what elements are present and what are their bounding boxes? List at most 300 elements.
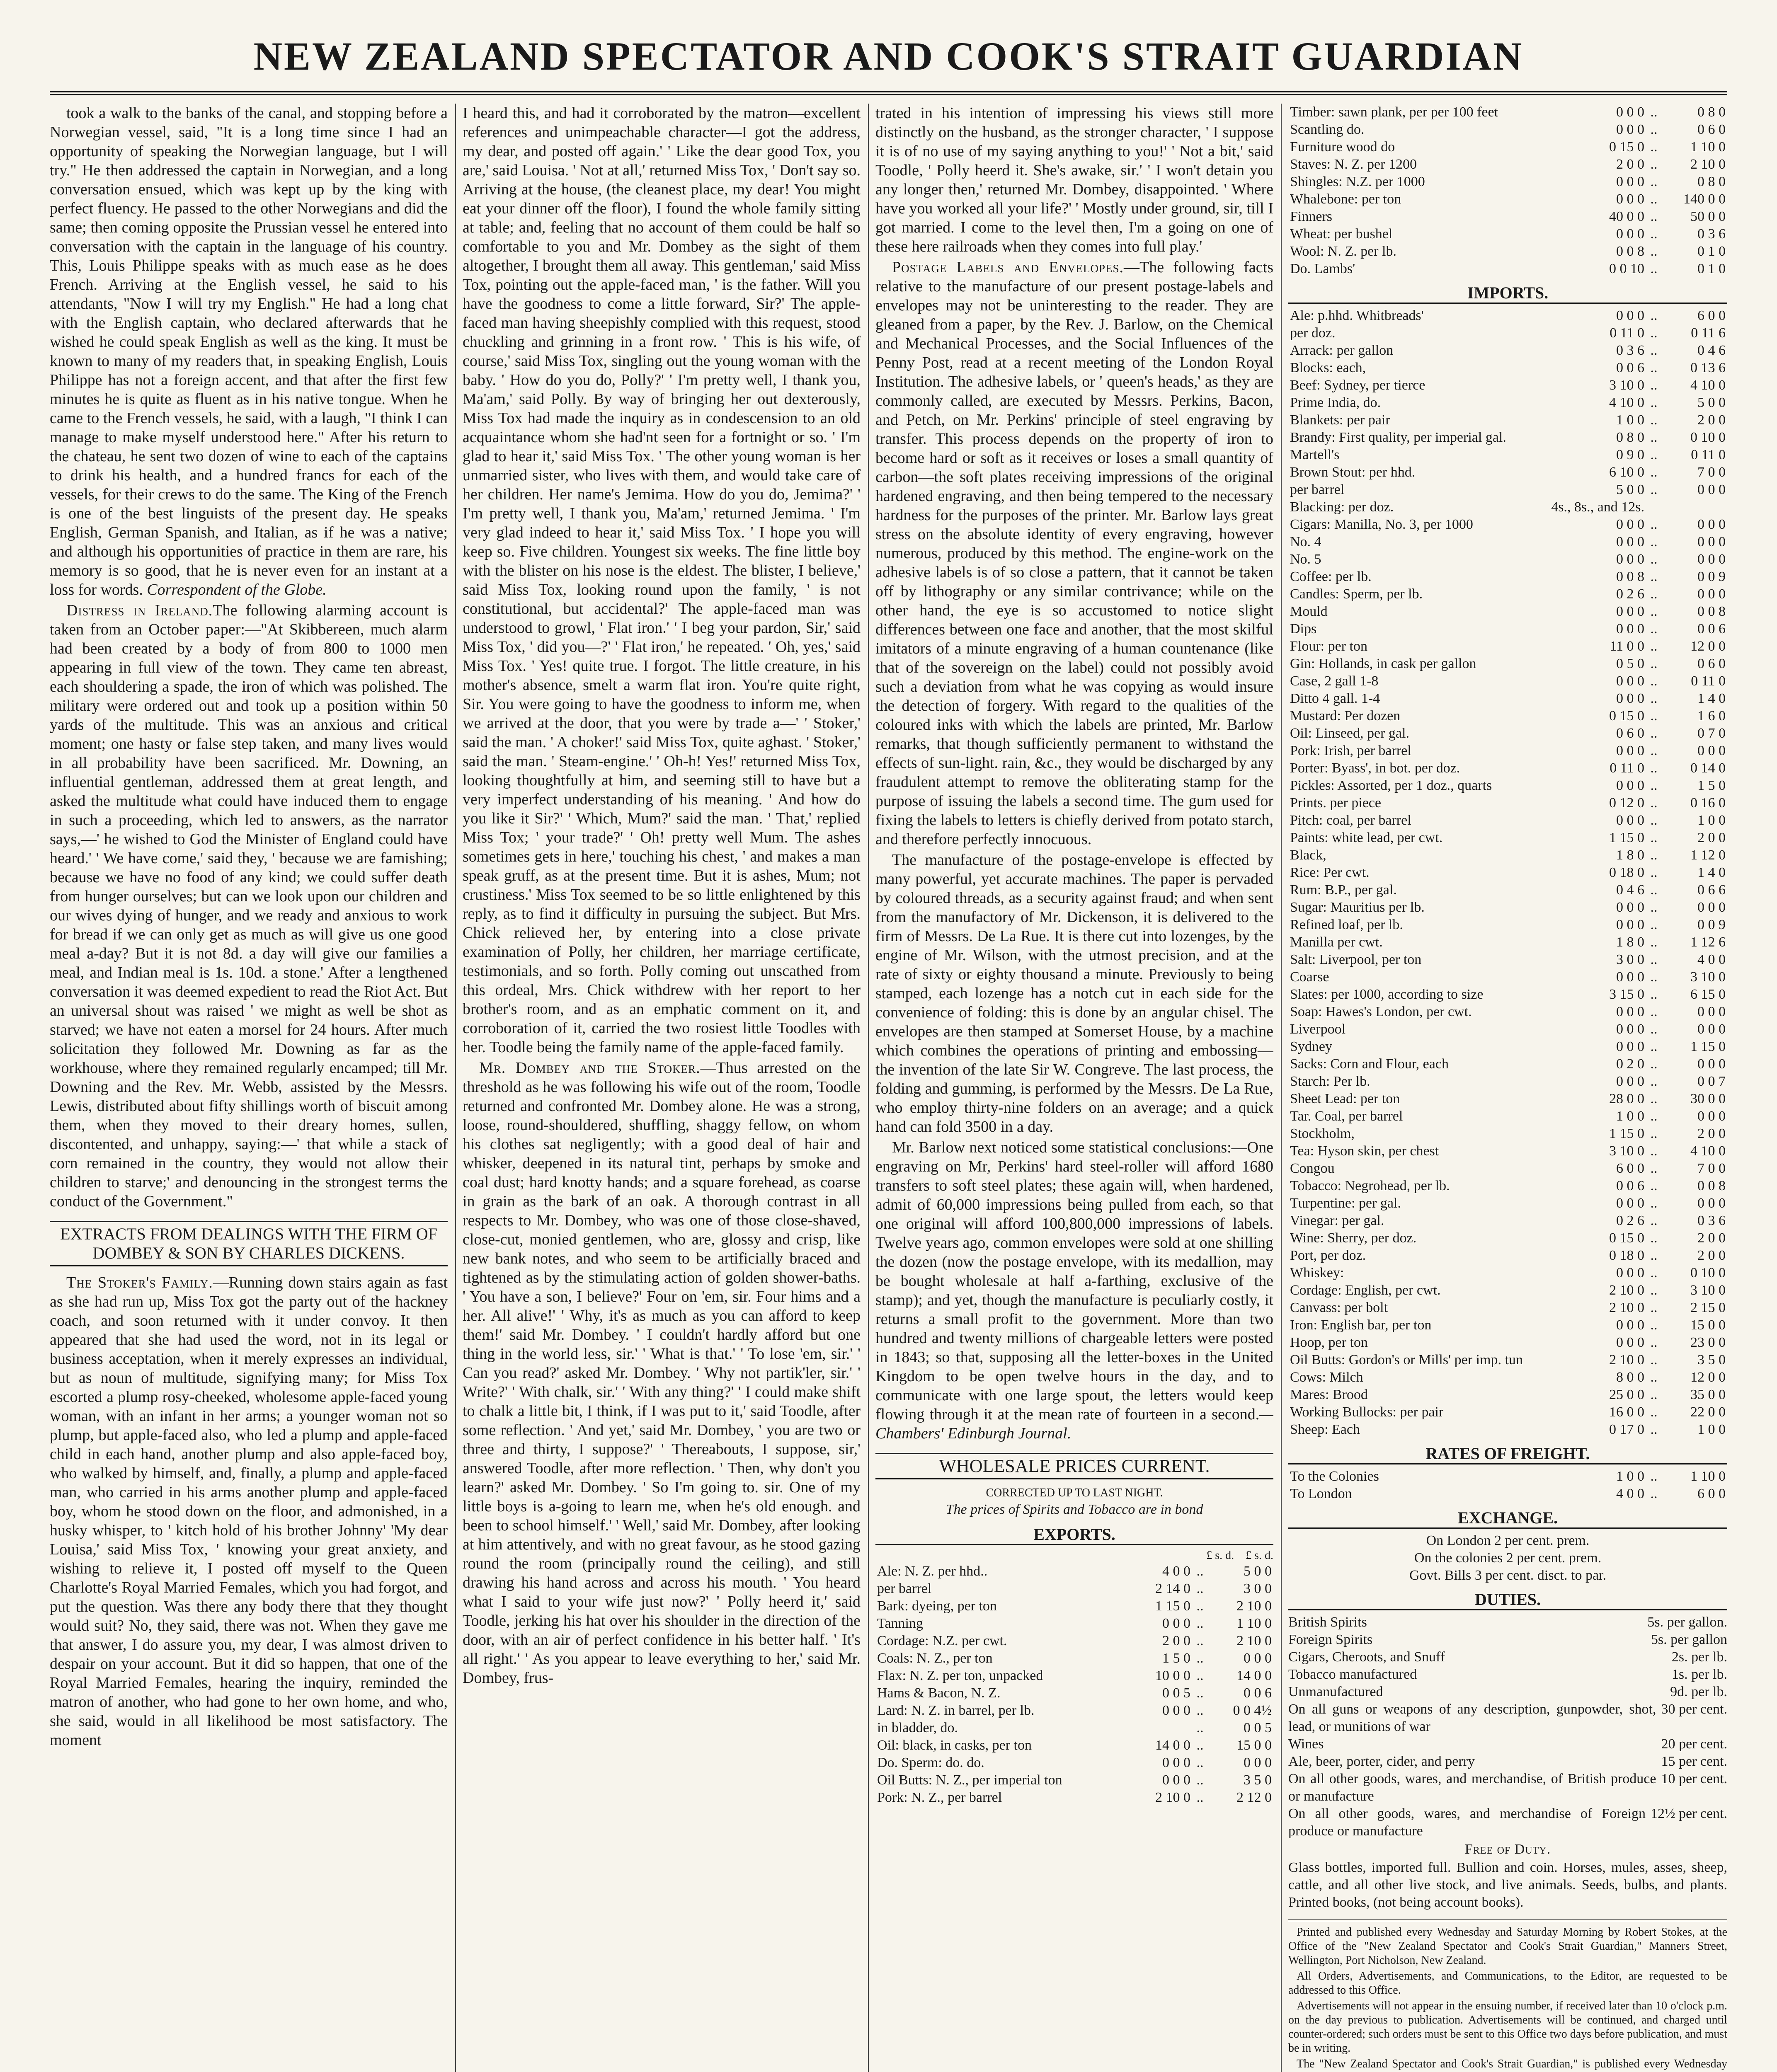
- price-row: [1288, 777, 1727, 794]
- price-item: Staves: N. Z. per 1200: [1290, 157, 1417, 172]
- price-from: 0 0 0: [1616, 1335, 1644, 1350]
- price-sep: ..: [1650, 465, 1658, 480]
- price-to: 0 0 8: [1697, 604, 1726, 619]
- price-sep: ..: [1650, 1404, 1658, 1420]
- price-item: Stockholm,: [1290, 1126, 1355, 1141]
- price-item: Prime India, do.: [1290, 395, 1381, 410]
- price-row: [1288, 324, 1727, 342]
- price-item: Ale: p.hhd. Whitbreads': [1290, 308, 1424, 323]
- price-sep: ..: [1650, 1161, 1658, 1176]
- price-from: 2 10 0: [1609, 1300, 1644, 1315]
- price-to: 2 10 0: [1236, 1633, 1272, 1648]
- price-row: [1288, 1195, 1727, 1212]
- price-row: [1288, 707, 1727, 725]
- price-sep: ..: [1196, 1703, 1204, 1718]
- price-sep: ..: [1650, 1213, 1658, 1228]
- price-to: 1 12 6: [1690, 934, 1726, 950]
- price-sep: ..: [1650, 1317, 1658, 1333]
- price-to: 0 0 0: [1697, 1021, 1726, 1037]
- price-from: 0 15 0: [1609, 139, 1644, 155]
- price-to: 0 6 6: [1697, 882, 1726, 898]
- price-item: Bark: dyeing, per ton: [877, 1598, 997, 1614]
- price-from: 1 8 0: [1616, 847, 1644, 863]
- prices-current-title: WHOLESALE PRICES CURRENT.: [875, 1453, 1273, 1479]
- price-sep: ..: [1650, 1143, 1658, 1159]
- price-from: 0 0 0: [1616, 104, 1644, 120]
- price-item: Pork: N. Z., per barrel: [877, 1790, 1002, 1805]
- price-sep: ..: [1650, 1335, 1658, 1350]
- article-lead: Postage Labels and Envelopes.: [892, 259, 1124, 276]
- price-item: Blacking: per doz.: [1290, 499, 1394, 515]
- column-4: [1288, 104, 1727, 2072]
- price-row: [1288, 864, 1727, 881]
- price-sep: ..: [1650, 261, 1658, 276]
- price-item: Sheet Lead: per ton: [1290, 1091, 1400, 1106]
- price-item: Oil: Linseed, per gal.: [1290, 726, 1409, 741]
- price-row: [1288, 638, 1727, 655]
- price-from: 11 0 0: [1610, 639, 1644, 654]
- prices-current-subtitle: CORRECTED UP TO LAST NIGHT.: [986, 1486, 1163, 1499]
- price-sep: ..: [1650, 174, 1658, 189]
- price-to: 0 8 0: [1697, 104, 1726, 120]
- price-sep: ..: [1650, 1126, 1658, 1141]
- freight-table: [1288, 1468, 1727, 1503]
- price-item: Cordage: N.Z. per cwt.: [877, 1633, 1007, 1648]
- price-row: [1288, 1247, 1727, 1264]
- article-dombey-end: trated in his intention of impressing his views still more distinctly on the husband, as the stronger character, ' I suppose it is of no use of my saying anything to you!' ' Not a bit,' said Toodle, ' Polly heerd it. She's awake, sir.' ' I won't detain you any longer then,' returned Mr. Dombey, disappointed. ' Where have you worked all your life?' ' Mostly under ground, sir, till I got married. I come to the level then, I'm a going on one of these here railroads when they comes into full play.': [875, 104, 1273, 255]
- price-sep: ..: [1196, 1581, 1204, 1596]
- price-row: [875, 1702, 1273, 1719]
- price-to: 12 0 0: [1690, 1370, 1726, 1385]
- price-to: 2 0 0: [1697, 1126, 1726, 1141]
- price-to: [1662, 499, 1727, 516]
- price-from: 0 0 0: [1616, 778, 1644, 793]
- price-item: Cows: Milch: [1290, 1370, 1363, 1385]
- price-item: Sacks: Corn and Flour, each: [1290, 1056, 1449, 1072]
- price-to: 3 10 0: [1690, 969, 1726, 985]
- price-to: 1 10 0: [1690, 1469, 1726, 1484]
- duty-row: [1288, 1770, 1727, 1805]
- price-row: [1288, 673, 1727, 690]
- price-sep: ..: [1650, 1230, 1658, 1246]
- price-sep: ..: [1196, 1720, 1204, 1736]
- price-row: [1288, 655, 1727, 673]
- price-row: [1288, 725, 1727, 742]
- price-sep: ..: [1650, 1352, 1658, 1368]
- price-sep: ..: [1196, 1564, 1204, 1579]
- article-dombey-cont: I heard this, and had it corroborated by the matron—excellent references and unimpeachable character—I got the address, my dear, and posted off again.' ' Like the dear good Tox, you are,' said Louisa. ' Not at all,' returned Miss Tox, ' Don't say so. Arriving at the house, (the cleanest place, my dear! You might eat your dinner off the floor), I found the whole family sitting at table; and, feeling that no account of them could be half so comfortable to you and Mr. Dombey as the sight of them altogether, I brought them all away. This gentleman,' said Miss Tox, pointing out the apple-faced man, ' is the father. Will you have the goodness to come a little forward, Sir?' The apple-faced man having sheepishly complied with this request, stood chuckling and grinning in a front row. ' This is his wife, of course,' said Miss Tox, singling out the young woman with the baby. ' How do you do, Polly?' ' I'm pretty well, I thank you, Ma'am,' said Polly. By way of bringing her out dexterously, Miss Tox had made the inquiry as in condescension to an old acquaintance whom she had'nt seen for a fortnight or so. ' I'm glad to hear it,' said Miss Tox. ' The other young woman is her unmarried sister, who lives with them, and would take care of her children. Her name's Jemima. How do you do, Jemima?' ' I'm pretty well, I thank you, Ma'am,' returned Jemima. ' I'm very glad indeed to hear it,' said Miss Tox. ' I hope you will keep so. Five children. Youngest six weeks. The fine little boy with the blister on his nose is the eldest. The blister, I believe,' said Miss Tox, looking round upon the family, ' is not constitutional, but accidental?' The apple-faced man was understood to growl, ' Flat iron.' ' I beg your pardon, Sir,' said Miss Tox, ' did you—?' ' Flat iron,' he repeated. ' Oh, yes,' said Miss Tox. ' Yes! quite true. I forgot. The little creature, in his mother's absence, smelt a warm flat iron. You're quite right, Sir. You were going to have the goodness to inform me, when we arrived at the door, that you were by trade a—' ' Stoker,' said the man. ' A choker!' said Miss Tox, quite aghast. ' Stoker,' said the man. ' Steam-engine.' ' Oh-h! Yes!' returned Miss Tox, looking thoughtfully at him, and seeming still to have but a very imperfect understanding of his meaning. ' And how do you like it Sir?' ' Which, Mum?' said the man. ' That,' replied Miss Tox; ' your trade?' ' Oh! pretty well Mum. The ashes sometimes gets in here,' touching his chest, ' and makes a man speak gruff, as at the present time. But it is ashes, Mum; not crustiness.' Miss Tox seemed to be so little enlightened by this reply, as to find it difficulty in pursuing the subject. But Mrs. Chick relieved her, by entering into a close private examination of Polly, her children, her marriage certificate, testimonials, and so forth. Polly coming out unscathed from this ordeal, Mrs. Chick withdrew with her report to her brother's room, and as an emphatic comment on it, and corroboration of it, carried the two rosiest little Toodles with her. Toodle being the family name of the apple-faced family.: [463, 104, 861, 1056]
- price-from: [1127, 1719, 1192, 1737]
- article-lead: Mr. Dombey and the Stoker.: [479, 1059, 701, 1077]
- price-from: 4s., 8s., and 12s.: [1551, 499, 1644, 515]
- price-to: 0 11 0: [1691, 447, 1726, 462]
- price-to: 2 15 0: [1690, 1300, 1726, 1315]
- price-from: 2 10 0: [1155, 1790, 1190, 1805]
- price-item: Shingles: N.Z. per 1000: [1290, 174, 1425, 189]
- price-item: Oil Butts: N. Z., per imperial ton: [877, 1772, 1062, 1788]
- price-from: 0 8 0: [1616, 430, 1644, 445]
- price-sep: ..: [1650, 1248, 1658, 1263]
- price-from: 0 0 0: [1616, 917, 1644, 932]
- price-from: 0 2 6: [1616, 586, 1644, 602]
- price-row: [1288, 1468, 1727, 1485]
- price-sep: ..: [1650, 760, 1658, 776]
- price-item: Congou: [1290, 1161, 1335, 1176]
- price-item: Sheep: Each: [1290, 1422, 1360, 1437]
- price-item: Prints. per piece: [1290, 795, 1381, 811]
- price-row: [1288, 881, 1727, 899]
- price-to: 0 0 0: [1697, 743, 1726, 758]
- price-row: [1288, 243, 1727, 260]
- price-to: 0 0 0: [1244, 1651, 1272, 1666]
- price-row: [1288, 1334, 1727, 1351]
- price-item: Timber: sawn plank, per per 100 feet: [1290, 104, 1498, 120]
- price-sep: [1646, 499, 1662, 516]
- price-row: [1288, 208, 1727, 225]
- price-to: 1 10 0: [1690, 139, 1726, 155]
- price-to: 0 0 9: [1697, 569, 1726, 584]
- price-from: 0 0 0: [1616, 604, 1644, 619]
- exports-title: EXPORTS.: [875, 1525, 1273, 1545]
- price-row: [1288, 260, 1727, 278]
- price-item: per doz.: [1290, 325, 1336, 341]
- price-from: 3 15 0: [1609, 987, 1644, 1002]
- price-item: Wine: Sherry, per doz.: [1290, 1230, 1417, 1246]
- price-from: 8 0 0: [1616, 1370, 1644, 1385]
- price-item: Coarse: [1290, 969, 1329, 985]
- article-lead: The Stoker's Family.: [66, 1274, 213, 1291]
- price-sep: ..: [1650, 934, 1658, 950]
- price-row: [1288, 1073, 1727, 1090]
- duty-rate: 5s. per gallon: [1651, 1632, 1727, 1647]
- price-from: 1 0 0: [1616, 1469, 1644, 1484]
- price-from: 0 0 6: [1616, 360, 1644, 375]
- price-item: Beef: Sydney, per tierce: [1290, 378, 1425, 393]
- price-sep: ..: [1650, 952, 1658, 967]
- price-sep: ..: [1650, 691, 1658, 706]
- price-to: 0 1 0: [1697, 261, 1726, 276]
- price-item: Dips: [1290, 621, 1317, 637]
- price-sep: ..: [1650, 325, 1658, 341]
- price-item: Brandy: First quality, per imperial gal.: [1290, 430, 1506, 445]
- price-row: [875, 1598, 1273, 1615]
- price-item: Starch: Per lb.: [1290, 1074, 1370, 1089]
- price-sep: ..: [1650, 1091, 1658, 1106]
- price-to: 6 0 0: [1697, 1486, 1726, 1501]
- price-row: [1288, 586, 1727, 603]
- price-sep: ..: [1650, 412, 1658, 428]
- price-to: 0 0 4½: [1233, 1703, 1272, 1718]
- price-row: [875, 1754, 1273, 1772]
- price-to: 0 3 6: [1697, 226, 1726, 242]
- price-to: 0 0 5: [1244, 1720, 1272, 1736]
- price-item: Sugar: Mauritius per lb.: [1290, 900, 1425, 915]
- price-item: Iron: English bar, per ton: [1290, 1317, 1432, 1333]
- price-sep: ..: [1650, 569, 1658, 584]
- imports-table: [1288, 307, 1727, 1438]
- price-sep: ..: [1650, 1469, 1658, 1484]
- price-item: Manilla per cwt.: [1290, 934, 1383, 950]
- price-to: 0 11 6: [1691, 325, 1726, 341]
- price-item: Refined loaf, per lb.: [1290, 917, 1403, 932]
- price-item: in bladder, do.: [877, 1720, 958, 1736]
- article-postage-3: Mr. Barlow next noticed some statistical conclusions:—One engraving on Mr, Perkins' hard steel-roller will afford 1680 transfers to soft steel plates; these again will, when hardened, admit of 60,000 impressions being pulled from each, so that one original will afford 100,800,000 impressions of labels. Twelve years ago, common envelopes were sold at one shilling the dozen (now the postage envelope, with its medallion, may be bought wholesale at half a-farthing, exclusive of the stamp); and yet, though the manufacture is peculiarly costly, it returns a small profit to the government. More than two hundred and twenty millions of chargeable letters were posted in 1843; so that, supposing all the letter-boxes in the United Kingdom to be open twelve hours in the day, and to communicate with one large spout, the letters would keep flowing through it at the mean rate of fourteen in a second.—Chambers' Edinburgh Journal.: [875, 1139, 1273, 1442]
- price-item: Sydney: [1290, 1039, 1332, 1054]
- price-sep: ..: [1650, 621, 1658, 637]
- imprint-line: Printed and published every Wednesday and Saturday Morning by Robert Stokes, at the Office of the "New Zealand Spectator and Cook's Strait Guardian," Manners Street, Wellington, Port Nicholson, New Zealand.: [1288, 1926, 1727, 1967]
- price-from: 6 0 0: [1616, 1161, 1644, 1176]
- price-row: [1288, 760, 1727, 777]
- price-row: [1288, 1038, 1727, 1055]
- price-from: 0 12 0: [1609, 795, 1644, 811]
- price-item: Tobacco: Negrohead, per lb.: [1290, 1178, 1450, 1193]
- price-from: 0 0 0: [1616, 191, 1644, 207]
- price-item: Port, per doz.: [1290, 1248, 1366, 1263]
- price-to: 3 0 0: [1244, 1581, 1272, 1596]
- price-sep: ..: [1650, 343, 1658, 358]
- price-row: [1288, 620, 1727, 638]
- price-from: 0 0 0: [1616, 308, 1644, 323]
- price-from: 0 0 0: [1616, 691, 1644, 706]
- price-item: Finners: [1290, 209, 1332, 224]
- price-row: [1288, 847, 1727, 864]
- duty-rate: 12½ per cent.: [1650, 1806, 1727, 1821]
- price-item: Tanning: [877, 1616, 923, 1631]
- duty-item: Tobacco manufactured: [1288, 1667, 1417, 1682]
- price-to: 0 0 0: [1697, 517, 1726, 532]
- duty-row: [1288, 1648, 1727, 1666]
- duty-item: On all other goods, wares, and merchandise, of British produce or manufacture: [1288, 1771, 1656, 1804]
- article-distress-ireland: Distress in Ireland.The following alarming account is taken from an October paper:—"At Skibbereen, much alarm had been created by a body of from 800 to 1000 men appearing in full view of the town. They came ten abreast, each shouldering a spade, the iron of which was polished. The military were ordered out and took up a position within 50 yards of the multitude. This was an anxious and critical moment; one hasty or false step taken, and many lives would in all probability have been sacrificed. Mr. Downing, an influential gentleman, addressed them at great length, and asked the multitude what could have induced them to engage in such a proceeding, which led to answers, as the narrator says,—' he wished to God the Minister of England could have heard.' ' We have come,' said they, ' because we are famishing; because we have no food of any kind; we could suffer death from hunger ourselves; but can we look upon our children and our wives dying of hunger, and we ready and anxious to work for bread if we can only get as much as will give us one good meal a-day? But it is not 8d. a day will give our families a meal, and Indian meal is 1s. 10d. a stone.' After a lengthened conversation it was deemed expedient to read the Riot Act. But an universal shout was raised ' we might as well be shot as starved; we have not eaten a morsel for 24 hours. After much solicitation they followed Mr. Downing as far as the workhouse, where they remained regularly encamped; till Mr. Downing and the Rev. Mr. Webb, assisted by the Messrs. Lewis, distributed about fifty shillings worth of biscuit among them, when they moved to their dreary homes, sullen, discontented, and unhappy, saying:—' that while a stack of corn remained in the country, they would not allow their children to starve;' and denouncing in the strongest terms the conduct of the Government.": [50, 602, 448, 1210]
- price-row: [1288, 1299, 1727, 1317]
- price-sep: ..: [1196, 1755, 1204, 1770]
- price-from: 2 14 0: [1155, 1581, 1190, 1596]
- price-to: 0 6 0: [1697, 122, 1726, 137]
- price-from: 0 2 6: [1616, 1213, 1644, 1228]
- price-row: [1288, 499, 1727, 516]
- article-dombey-stoker: Mr. Dombey and the Stoker.—Thus arrested on the threshold as he was following his wife out of the room, Toodle returned and confronted Mr. Dombey alone. He was a strong, loose, round-shouldered, shuffling, shaggy fellow, on whom his clothes sat negligently; with a good deal of hair and whisker, deepened in its natural tint, perhaps by smoke and coal dust; hard knotty hands; and a square forehead, as coarse in grain as the bark of an oak. A thorough contrast in all respects to Mr. Dombey, who was one of those close-shaved, close-cut, monied gentlemen, who are, glossy and crisp, like new bank notes, and who seem to be artificially braced and tightened as by the stimulating action of golden shower-baths. ' You have a son, I believe?' Four on 'em, sir. Four hims and a her. All alive!' ' Why, it's as much as you can afford to keep them!' said Mr. Dombey. ' I couldn't hardly afford but one thing in the world less, sir.' ' What is that.' ' To lose 'em, sir.' ' Can you read?' asked Mr. Dombey. ' Why not partik'ler, sir.' ' Write?' ' With chalk, sir.' ' With any thing?' ' I could make shift to chalk a little bit, I think, if I was put to it,' said Toodle, after some reflection. ' And yet,' said Mr. Dombey, ' you are two or three and thirty, I suppose?' ' Thereabouts, I suppose, sir,' answered Toodle, after more reflection. ' Then, why don't you learn?' asked Mr. Dombey. ' So I'm going to. sir. One of my little boys is a-going to learn me, when he's old enough. and been to school himself.' ' Well,' said Mr. Dombey, after looking at him attentively, and with no great favour, as he stood gazing round the room (principally round the ceiling), and still drawing his hand across and across his mouth. ' You heard what I said to your wife just now?' ' Polly heerd it,' said Toodle, jerking his hat over his shoulder in the direction of the door, with an air of perfect confidence in his better half. ' It's all right.' ' As you appear to leave everything to her,' said Mr. Dombey, frus-: [463, 1059, 861, 1687]
- price-item: Tar. Coal, per barrel: [1290, 1109, 1403, 1124]
- duty-rate: 30 per cent.: [1661, 1702, 1727, 1717]
- duty-rate: 10 per cent.: [1661, 1771, 1727, 1786]
- price-row: [1288, 551, 1727, 568]
- article-credit: Correspondent of the Globe.: [147, 581, 327, 598]
- price-item: Brown Stout: per hhd.: [1290, 465, 1416, 480]
- duty-rate: 9d. per lb.: [1670, 1684, 1727, 1699]
- imprint-line: All Orders, Advertisements, and Communications, to the Editor, are requested to be addressed to this Office.: [1288, 1970, 1727, 1997]
- price-item: Working Bullocks: per pair: [1290, 1404, 1444, 1420]
- price-row: [875, 1563, 1273, 1580]
- price-to: 5 0 0: [1244, 1564, 1272, 1579]
- price-to: 0 4 6: [1697, 343, 1726, 358]
- price-from: 16 0 0: [1609, 1404, 1644, 1420]
- price-item: Mould: [1290, 604, 1328, 619]
- duty-row: [1288, 1805, 1727, 1840]
- imprint-line: Advertisements will not appear in the ensuing number, if received later than 10 o'clock p.m. on the day previous to publication. Advertisements will be continued, and charged until counter-ordered; such orders must be sent to this Office two days before publication, and must be in writing.: [1288, 1999, 1727, 2055]
- price-row: [1288, 934, 1727, 951]
- price-item: Coals: N. Z., per ton: [877, 1651, 993, 1666]
- price-item: Do. Lambs': [1290, 261, 1355, 276]
- price-sep: ..: [1196, 1772, 1204, 1788]
- price-sep: ..: [1650, 1021, 1658, 1037]
- price-to: 1 12 0: [1690, 847, 1726, 863]
- price-sep: ..: [1650, 813, 1658, 828]
- price-sep: ..: [1650, 1039, 1658, 1054]
- price-item: Arrack: per gallon: [1290, 343, 1394, 358]
- price-from: 0 0 0: [1616, 534, 1644, 549]
- price-to: 2 10 0: [1690, 157, 1726, 172]
- price-from: 0 0 5: [1162, 1685, 1190, 1701]
- exports-cont-table: [1288, 104, 1727, 278]
- price-from: 0 3 6: [1616, 343, 1644, 358]
- price-sep: ..: [1650, 847, 1658, 863]
- duties-title: DUTIES.: [1288, 1590, 1727, 1610]
- price-from: 3 10 0: [1609, 378, 1644, 393]
- price-from: 0 0 0: [1616, 1196, 1644, 1211]
- price-to: 12 0 0: [1690, 639, 1726, 654]
- price-sep: ..: [1650, 917, 1658, 932]
- price-sep: ..: [1650, 552, 1658, 567]
- price-sep: ..: [1650, 139, 1658, 155]
- price-row: [1288, 173, 1727, 191]
- price-sep: ..: [1650, 1056, 1658, 1072]
- price-from: 1 5 0: [1162, 1651, 1190, 1666]
- price-item: Ale: N. Z. per hhd..: [877, 1564, 988, 1579]
- price-to: 50 0 0: [1690, 209, 1726, 224]
- price-row: [1288, 916, 1727, 934]
- price-from: 0 0 0: [1162, 1772, 1190, 1788]
- price-sep: ..: [1650, 378, 1658, 393]
- price-item: Wheat: per bushel: [1290, 226, 1393, 242]
- price-row: [1288, 1055, 1727, 1073]
- price-sep: ..: [1196, 1790, 1204, 1805]
- price-sep: ..: [1650, 1283, 1658, 1298]
- duty-item: Unmanufactured: [1288, 1684, 1383, 1699]
- price-sep: ..: [1650, 534, 1658, 549]
- price-to: 0 0 0: [1697, 534, 1726, 549]
- price-item: Mustard: Per dozen: [1290, 708, 1401, 724]
- price-sep: ..: [1650, 395, 1658, 410]
- price-to: 3 5 0: [1244, 1772, 1272, 1788]
- price-from: 0 0 0: [1616, 621, 1644, 637]
- price-sep: ..: [1650, 900, 1658, 915]
- price-sep: ..: [1196, 1651, 1204, 1666]
- duty-rate: 20 per cent.: [1661, 1736, 1727, 1752]
- price-row: [875, 1615, 1273, 1632]
- price-to: 3 5 0: [1697, 1352, 1726, 1368]
- price-item: Salt: Liverpool, per ton: [1290, 952, 1422, 967]
- price-item: Black,: [1290, 847, 1326, 863]
- price-sep: ..: [1650, 987, 1658, 1002]
- price-row: [1288, 690, 1727, 707]
- price-to: 0 0 0: [1244, 1755, 1272, 1770]
- price-to: 1 4 0: [1697, 691, 1726, 706]
- duty-item: On all guns or weapons of any description, gunpowder, shot, lead, or munitions of war: [1288, 1702, 1656, 1734]
- price-item: Rum: B.P., per gal.: [1290, 882, 1397, 898]
- price-to: 0 10 0: [1690, 430, 1726, 445]
- price-row: [1288, 794, 1727, 812]
- duty-rate: 1s. per lb.: [1671, 1667, 1727, 1682]
- price-to: 4 10 0: [1690, 1143, 1726, 1159]
- price-from: 0 0 0: [1616, 174, 1644, 189]
- price-item: Scantling do.: [1290, 122, 1365, 137]
- price-from: 0 0 0: [1616, 673, 1644, 689]
- duty-item: Ale, beer, porter, cider, and perry: [1288, 1754, 1475, 1769]
- duty-row: [1288, 1683, 1727, 1701]
- price-sep: ..: [1650, 1074, 1658, 1089]
- price-from: 25 0 0: [1609, 1387, 1644, 1402]
- price-item: Flax: N. Z. per ton, unpacked: [877, 1668, 1043, 1683]
- price-row: [875, 1632, 1273, 1650]
- price-row: [1288, 986, 1727, 1003]
- price-item: Gin: Hollands, in cask per gallon: [1290, 656, 1476, 671]
- price-row: [1288, 377, 1727, 394]
- price-to: 0 1 0: [1697, 244, 1726, 259]
- price-from: 0 0 0: [1616, 900, 1644, 915]
- price-from: 0 15 0: [1609, 1230, 1644, 1246]
- duty-row: [1288, 1736, 1727, 1753]
- price-row: [1288, 968, 1727, 986]
- price-item: Lard: N. Z. in barrel, per lb.: [877, 1703, 1035, 1718]
- price-to: 0 0 0: [1697, 1109, 1726, 1124]
- price-sep: ..: [1650, 1196, 1658, 1211]
- price-from: 0 0 0: [1616, 1004, 1644, 1019]
- column-rule: [868, 104, 869, 2072]
- price-row: [1288, 568, 1727, 586]
- price-row: [1288, 481, 1727, 499]
- price-sep: ..: [1196, 1616, 1204, 1631]
- price-from: 0 15 0: [1609, 708, 1644, 724]
- price-row: [1288, 1125, 1727, 1143]
- price-to: 2 12 0: [1236, 1790, 1272, 1805]
- price-from: 0 0 0: [1616, 743, 1644, 758]
- price-sep: ..: [1650, 447, 1658, 462]
- price-to: 0 0 6: [1244, 1685, 1272, 1701]
- price-to: 7 0 0: [1697, 465, 1726, 480]
- price-sep: ..: [1196, 1668, 1204, 1683]
- price-from: 1 15 0: [1155, 1598, 1190, 1614]
- price-row: [1288, 1160, 1727, 1177]
- price-from: 3 10 0: [1609, 1143, 1644, 1159]
- price-sep: ..: [1196, 1738, 1204, 1753]
- price-item: Canvass: per bolt: [1290, 1300, 1388, 1315]
- price-to: 1 6 0: [1697, 708, 1726, 724]
- price-from: 4 0 0: [1616, 1486, 1644, 1501]
- price-item: Blocks: each,: [1290, 360, 1366, 375]
- price-row: [1288, 1317, 1727, 1334]
- price-to: 0 11 0: [1691, 673, 1726, 689]
- price-to: 0 10 0: [1690, 1265, 1726, 1280]
- price-to: 2 0 0: [1697, 1230, 1726, 1246]
- price-to: 0 3 6: [1697, 1213, 1726, 1228]
- article-credit: —Chambers' Edinburgh Journal.: [875, 1406, 1273, 1442]
- price-row: [1288, 225, 1727, 243]
- price-to: 0 7 0: [1697, 726, 1726, 741]
- price-item: per barrel: [877, 1581, 932, 1596]
- price-to: 0 6 0: [1697, 656, 1726, 671]
- price-from: 2 10 0: [1609, 1283, 1644, 1298]
- price-row: [1288, 464, 1727, 481]
- price-to: 6 15 0: [1690, 987, 1726, 1002]
- column-rule: [1281, 104, 1282, 2072]
- price-to: 2 10 0: [1236, 1598, 1272, 1614]
- price-row: [875, 1737, 1273, 1754]
- price-sep: ..: [1650, 191, 1658, 207]
- price-from: 0 0 0: [1616, 1074, 1644, 1089]
- price-to: 0 13 6: [1690, 360, 1726, 375]
- price-row: [1288, 411, 1727, 429]
- article-louis-philippe: took a walk to the banks of the canal, and stopping before a Norwegian vessel, said, "It is a long time since I had an opportunity of speaking the Norwegian language, but I will try." He then addressed the captain in Norwegian, and a long conversation ensued, which was kept up by the king with perfect fluency. He passed to the other Norwegians and did the same; then coming opposite the Prussian vessel he entered into conversation with the captain in the language of his country. This, Louis Philippe speaks with as much ease as he does French. Arriving at the English vessel, he said to his attendants, "Now I will try my English." He had a long chat with the English captain, who declared afterwards that he wished he could speak English as well as the king. It must be known to many of my readers that, in speaking English, Louis Philippe has not a foreign accent, and that after the first few minutes he is quite as fluent as in his native tongue. When he came to the French vessels, he said, with a laugh, "I think I can manage to make myself understood here." After his return to the chateau, he sent two dozen of wine to each of the captains to drink his health, and a hundred francs for each of the vessels, for their crews to do the same. The King of the French is one of the best linguists of the present day. He speaks English, German Spanish, and Italian, as if he was a native; and although his opportunities of practice in them are rare, his memory is so good, that he is never even for an instant at a loss for words. Correspondent of the Globe.: [50, 104, 448, 598]
